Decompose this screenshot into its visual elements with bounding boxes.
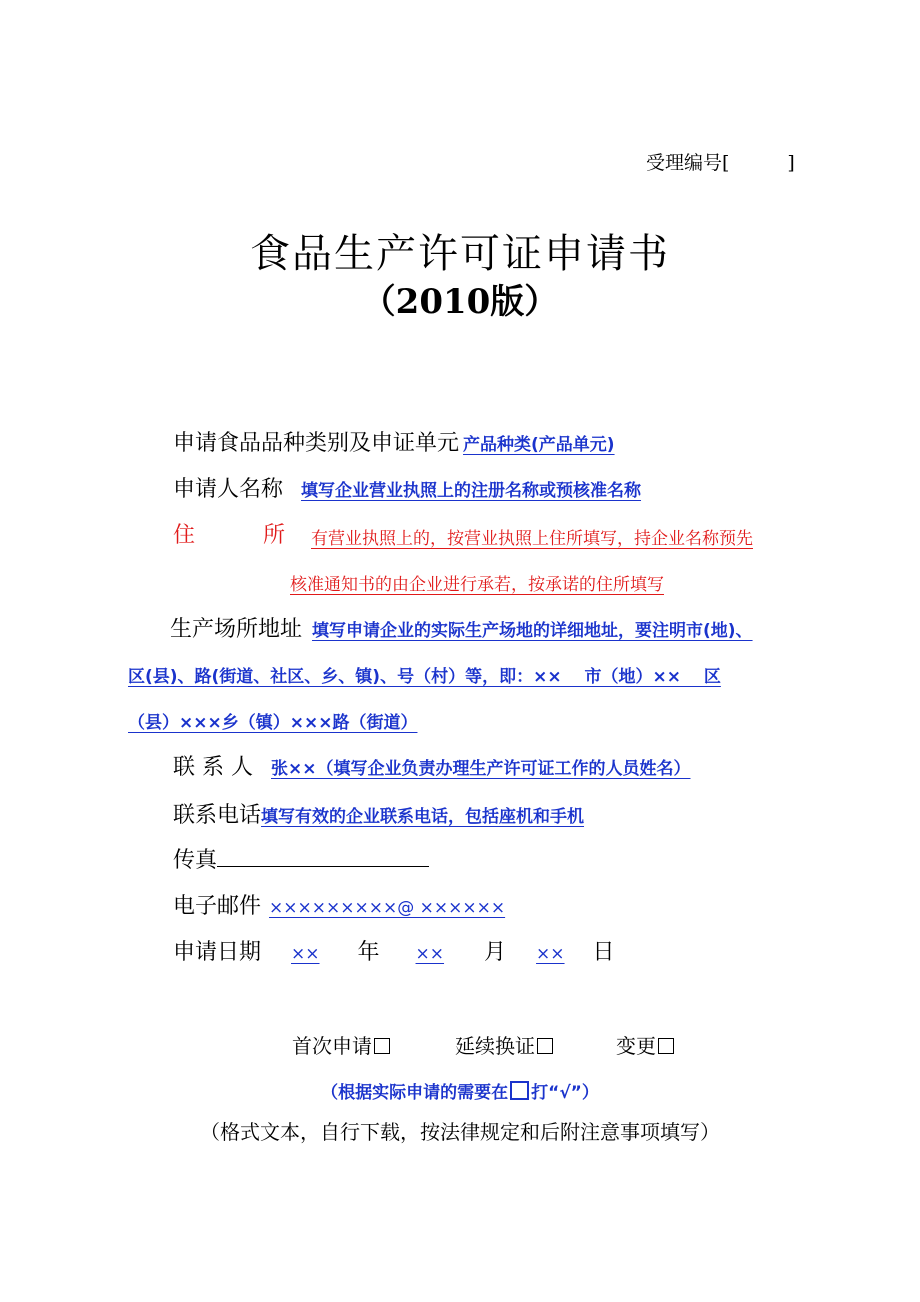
site-value-1[interactable]: 填写申请企业的实际生产场地的详细地址，要注明市(地)、 bbox=[312, 621, 753, 641]
check-note-b: 打“√”） bbox=[531, 1083, 599, 1103]
site-value-2[interactable]: 区(县)、路(街道、社区、乡、镇)、号（村）等，即：×× 市（地）×× 区 bbox=[128, 667, 721, 687]
category-value[interactable]: 产品种类(产品单元) bbox=[463, 435, 615, 455]
email-value[interactable]: ×××××××××@ ×××××× bbox=[269, 898, 506, 918]
option-first bbox=[292, 1030, 390, 1059]
date-month-value[interactable]: ×× bbox=[415, 944, 445, 964]
phone-value[interactable]: 填写有效的企业联系电话，包括座机和手机 bbox=[261, 807, 585, 827]
check-note bbox=[0, 1078, 920, 1103]
option-renew bbox=[455, 1030, 553, 1059]
acceptance-number bbox=[646, 148, 795, 175]
option-renew-label: 延续换证 bbox=[455, 1034, 535, 1058]
fax-label: 传真 bbox=[173, 848, 218, 873]
category-row bbox=[173, 426, 615, 457]
phone-row bbox=[173, 798, 584, 829]
option-renew-checkbox[interactable] bbox=[537, 1038, 553, 1054]
date-label: 申请日期 bbox=[173, 940, 262, 965]
site-row bbox=[170, 612, 753, 643]
email-row bbox=[173, 889, 523, 920]
residence-label-a: 住 bbox=[173, 523, 196, 548]
acceptance-close: ] bbox=[787, 152, 795, 174]
fax-input[interactable] bbox=[217, 846, 429, 867]
residence-value-1[interactable]: 有营业执照上的，按营业执照上住所填写，持企业名称预先 bbox=[311, 529, 753, 549]
contact-label: 联 系 人 bbox=[173, 755, 253, 780]
applicant-value[interactable]: 填写企业营业执照上的注册名称或预核准名称 bbox=[301, 481, 642, 501]
applicant-row bbox=[173, 472, 687, 503]
option-change-label: 变更 bbox=[616, 1034, 656, 1058]
email-label: 电子邮件 bbox=[173, 894, 262, 919]
option-first-label: 首次申请 bbox=[292, 1034, 372, 1058]
site-label: 生产场所地址 bbox=[170, 617, 303, 642]
page-subtitle: （2010版） bbox=[361, 282, 559, 322]
acceptance-label: 受理编号[ bbox=[646, 152, 730, 174]
applicant-label: 申请人名称 bbox=[173, 477, 284, 502]
option-first-checkbox[interactable] bbox=[374, 1038, 390, 1054]
date-day-label: 日 bbox=[592, 940, 615, 965]
date-year-value[interactable]: ×× bbox=[291, 944, 320, 964]
category-label: 申请食品品种类别及申证单元 bbox=[173, 431, 460, 456]
contact-row bbox=[173, 750, 711, 781]
acceptance-blank[interactable] bbox=[729, 149, 787, 169]
residence-value-2[interactable]: 核准通知书的由企业进行承若，按承诺的住所填写 bbox=[290, 575, 664, 595]
contact-value[interactable]: 张××（填写企业负责办理生产许可证工作的人员姓名） bbox=[271, 759, 691, 779]
date-month-label: 月 bbox=[484, 940, 507, 965]
residence-label-b: 所 bbox=[263, 523, 286, 548]
site-value-3[interactable]: （县）×××乡（镇）×××路（街道） bbox=[128, 713, 418, 733]
check-note-box-icon bbox=[510, 1081, 529, 1100]
date-year-label: 年 bbox=[357, 940, 380, 965]
page-title: 食品生产许可证申请书 bbox=[250, 231, 670, 277]
fax-row bbox=[173, 843, 429, 874]
format-note: （格式文本，自行下载，按法律规定和后附注意事项填写） bbox=[200, 1120, 720, 1144]
phone-label: 联系电话 bbox=[173, 803, 262, 828]
option-change-checkbox[interactable] bbox=[658, 1038, 674, 1054]
option-change bbox=[616, 1030, 674, 1059]
date-row bbox=[173, 935, 615, 966]
date-day-value[interactable]: ×× bbox=[536, 944, 565, 964]
check-note-a: （根据实际申请的需要在 bbox=[321, 1083, 509, 1103]
